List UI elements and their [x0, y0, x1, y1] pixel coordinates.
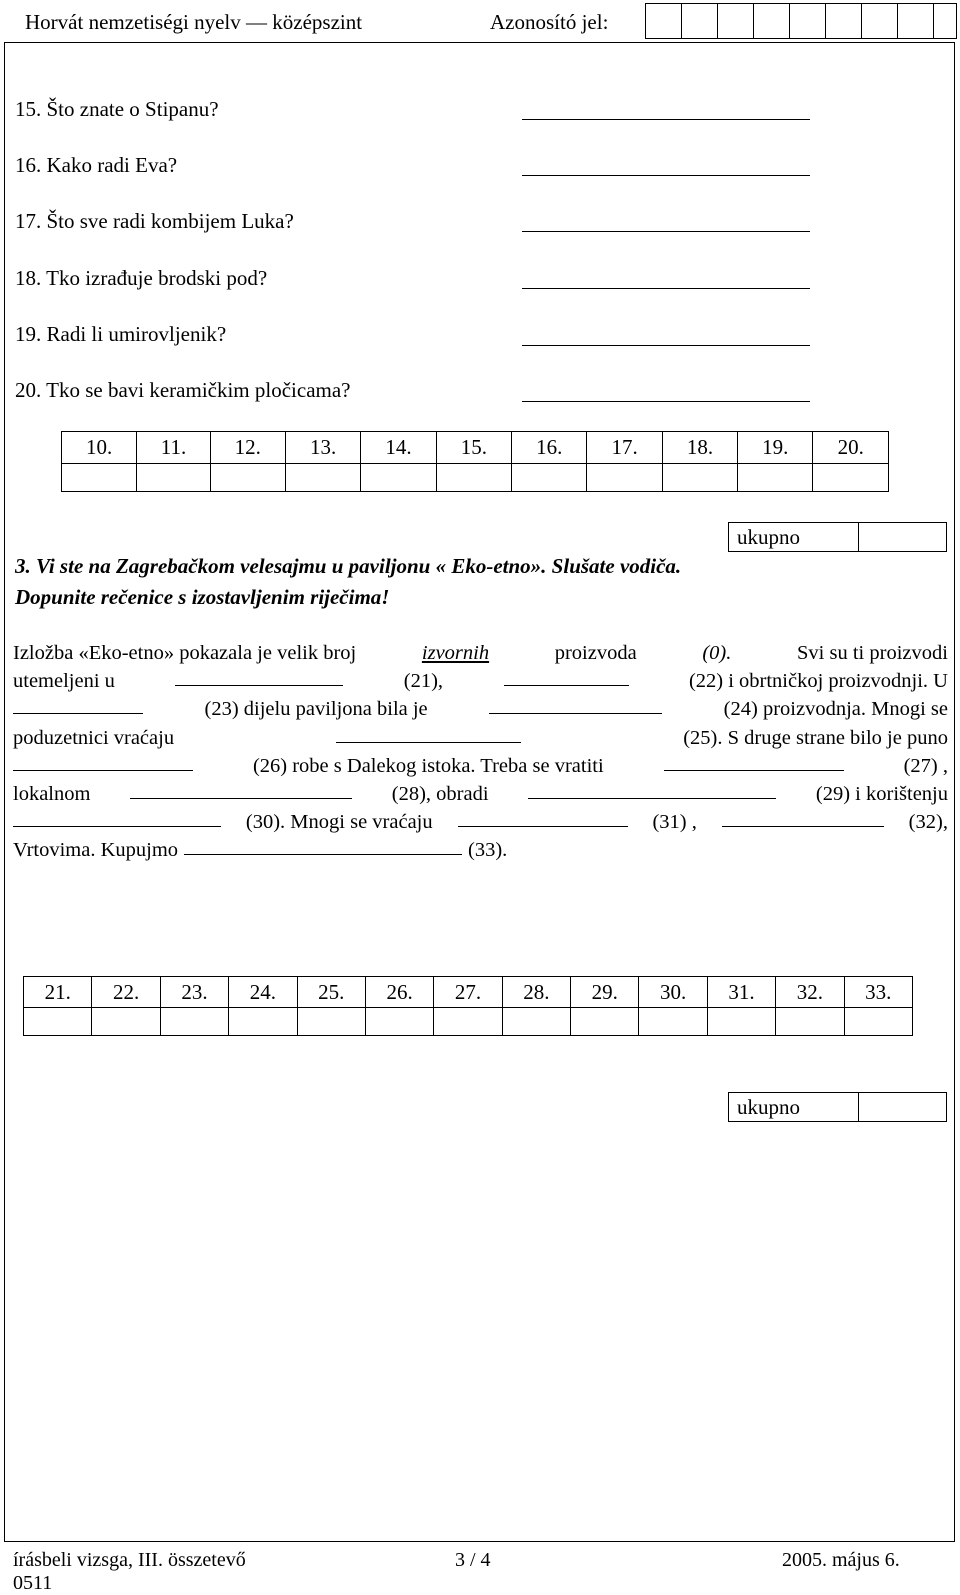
passage-text: proizvoda: [554, 642, 637, 664]
task3-title: 3. Vi ste na Zagrebačkom velesajmu u paviljonu « Eko-etno». Slušate vodiča.: [15, 554, 682, 578]
id-box[interactable]: [681, 3, 718, 39]
blank-31[interactable]: [458, 808, 628, 827]
grid-answer-cell[interactable]: [738, 464, 813, 492]
id-box[interactable]: [717, 3, 754, 39]
id-box[interactable]: [825, 3, 862, 39]
grid-answer-cell[interactable]: [512, 464, 587, 492]
question-18: 18. Tko izrađuje brodski pod?: [15, 266, 268, 290]
grid-header-cell: 29.: [571, 977, 639, 1008]
footer-date: 2005. május 6.: [782, 1549, 900, 1571]
total-label: ukupno: [728, 522, 859, 552]
grid-answer-cell[interactable]: [813, 464, 889, 492]
grid-header-cell: 25.: [297, 977, 365, 1008]
blank-22[interactable]: [504, 667, 629, 686]
passage-text: (22) i obrtničkoj proizvodnji. U: [688, 670, 948, 693]
passage-text: (25). S druge strane bilo je puno: [683, 726, 948, 749]
grid-answer-cell[interactable]: [229, 1008, 297, 1036]
blank-24[interactable]: [489, 695, 662, 714]
passage-text: (30). Mnogi se vraćaju: [245, 811, 433, 834]
passage-text: (27) ,: [903, 754, 948, 777]
task3-instruction: Dopunite rečenice s izostavljenim riječima!: [15, 585, 390, 609]
total-score-box[interactable]: [858, 1092, 947, 1122]
header-id-label: Azonosító jel:: [490, 10, 609, 34]
answer-grid-10-20: [61, 431, 889, 492]
blank-32[interactable]: [722, 808, 884, 827]
grid-header-cell: 18.: [662, 432, 737, 464]
grid-header-cell: 19.: [738, 432, 813, 464]
answer-line-16[interactable]: [522, 175, 810, 176]
blank-28[interactable]: [130, 780, 352, 799]
grid-header-cell: 15.: [436, 432, 511, 464]
answer-line-19[interactable]: [522, 345, 810, 346]
question-20: 20. Tko se bavi keramičkim pločicama?: [15, 378, 351, 402]
total-label: ukupno: [728, 1092, 859, 1122]
passage-line: [13, 695, 948, 723]
grid-answer-cell[interactable]: [571, 1008, 639, 1036]
blank-29[interactable]: [528, 780, 776, 799]
grid-answer-cell[interactable]: [844, 1008, 913, 1036]
grid-answer-cell[interactable]: [160, 1008, 228, 1036]
cloze-passage: [13, 639, 948, 865]
passage-text: (31) ,: [652, 811, 697, 834]
passage-line: [13, 808, 948, 836]
question-19: 19. Radi li umirovljenik?: [15, 322, 227, 346]
grid-header-cell: 24.: [229, 977, 297, 1008]
grid-answer-cell[interactable]: [776, 1008, 844, 1036]
answer-line-15[interactable]: [522, 119, 810, 120]
grid-answer-cell[interactable]: [210, 464, 285, 492]
grid-answer-cell[interactable]: [502, 1008, 570, 1036]
answer-line-17[interactable]: [522, 231, 810, 232]
passage-text: lokalnom: [13, 782, 91, 805]
passage-text: (28), obradi: [391, 782, 489, 805]
grid-answer-cell[interactable]: [297, 1008, 365, 1036]
passage-text: Vrtovima. Kupujmo: [13, 839, 179, 862]
footer-code: 0511: [13, 1572, 53, 1594]
passage-text: (24) proizvodnja. Mnogi se: [723, 698, 948, 721]
example-number: (0).: [702, 642, 732, 664]
blank-25[interactable]: [336, 724, 521, 743]
grid-answer-cell[interactable]: [662, 464, 737, 492]
grid-header-cell: 13.: [285, 432, 360, 464]
answer-line-18[interactable]: [522, 288, 810, 289]
grid-answer-cell[interactable]: [434, 1008, 502, 1036]
passage-text: Svi su ti proizvodi: [797, 642, 948, 664]
grid-header-cell: 11.: [137, 432, 210, 464]
footer-exam-info: írásbeli vizsga, III. összetevő: [13, 1549, 246, 1571]
grid-header-cell: 17.: [587, 432, 662, 464]
passage-text: (23) dijelu paviljona bila je: [204, 698, 428, 721]
question-16: 16. Kako radi Eva?: [15, 153, 178, 177]
passage-text: utemeljeni u: [13, 670, 115, 693]
grid-answer-cell[interactable]: [92, 1008, 160, 1036]
grid-answer-cell[interactable]: [361, 464, 436, 492]
grid-answer-cell[interactable]: [24, 1008, 92, 1036]
grid-header-cell: 21.: [24, 977, 92, 1008]
grid-answer-cell[interactable]: [62, 464, 137, 492]
question-17: 17. Što sve radi kombijem Luka?: [15, 209, 294, 233]
grid-header-cell: 28.: [502, 977, 570, 1008]
id-box[interactable]: [933, 3, 957, 39]
passage-line: [13, 780, 948, 808]
passage-text: Izložba «Eko-etno» pokazala je velik broj: [13, 642, 357, 664]
grid-answer-cell[interactable]: [707, 1008, 775, 1036]
grid-answer-cell[interactable]: [365, 1008, 433, 1036]
id-box[interactable]: [789, 3, 826, 39]
grid-header-cell: 26.: [365, 977, 433, 1008]
passage-text: (26) robe s Dalekog istoka. Treba se vratiti: [252, 754, 604, 777]
id-box[interactable]: [861, 3, 898, 39]
grid-header-cell: 30.: [639, 977, 707, 1008]
blank-26[interactable]: [13, 752, 193, 771]
grid-header-cell: 27.: [434, 977, 502, 1008]
passage-line: [13, 724, 948, 752]
answer-line-20[interactable]: [522, 401, 810, 402]
grid-answer-cell[interactable]: [285, 464, 360, 492]
passage-text: (32),: [908, 811, 948, 834]
grid-answer-cell[interactable]: [137, 464, 210, 492]
grid-header-cell: 33.: [844, 977, 913, 1008]
grid-header-cell: 20.: [813, 432, 889, 464]
grid-header-cell: 32.: [776, 977, 844, 1008]
grid-answer-cell[interactable]: [639, 1008, 707, 1036]
question-15: 15. Što znate o Stipanu?: [15, 97, 219, 121]
total-score-box[interactable]: [858, 522, 947, 552]
passage-text: (21),: [403, 670, 444, 693]
grid-header-cell: 31.: [707, 977, 775, 1008]
blank-33[interactable]: [184, 836, 462, 855]
passage-line: [13, 639, 948, 667]
id-box[interactable]: [753, 3, 790, 39]
passage-line: [13, 836, 948, 864]
blank-23[interactable]: [13, 695, 143, 714]
grid-header-cell: 23.: [160, 977, 228, 1008]
grid-header-cell: 16.: [512, 432, 587, 464]
footer-page-number: 3 / 4: [455, 1549, 491, 1571]
grid-header-cell: 22.: [92, 977, 160, 1008]
grid-header-cell: 14.: [361, 432, 436, 464]
header-subject: Horvát nemzetiségi nyelv — középszint: [25, 10, 363, 34]
grid-header-cell: 12.: [210, 432, 285, 464]
passage-line: [13, 667, 948, 695]
passage-line: [13, 752, 948, 780]
answer-grid-21-33: [23, 976, 913, 1036]
passage-text: (33).: [468, 839, 508, 862]
grid-answer-cell[interactable]: [587, 464, 662, 492]
passage-text: poduzetnici vraćaju: [13, 726, 175, 749]
grid-answer-cell[interactable]: [436, 464, 511, 492]
blank-30[interactable]: [13, 808, 221, 827]
grid-header-cell: 10.: [62, 432, 137, 464]
id-box[interactable]: [645, 3, 682, 39]
passage-text: (29) i korištenju: [815, 782, 948, 805]
id-box[interactable]: [897, 3, 934, 39]
blank-27[interactable]: [664, 752, 844, 771]
example-answer: izvornih: [421, 642, 490, 664]
blank-21[interactable]: [175, 667, 343, 686]
